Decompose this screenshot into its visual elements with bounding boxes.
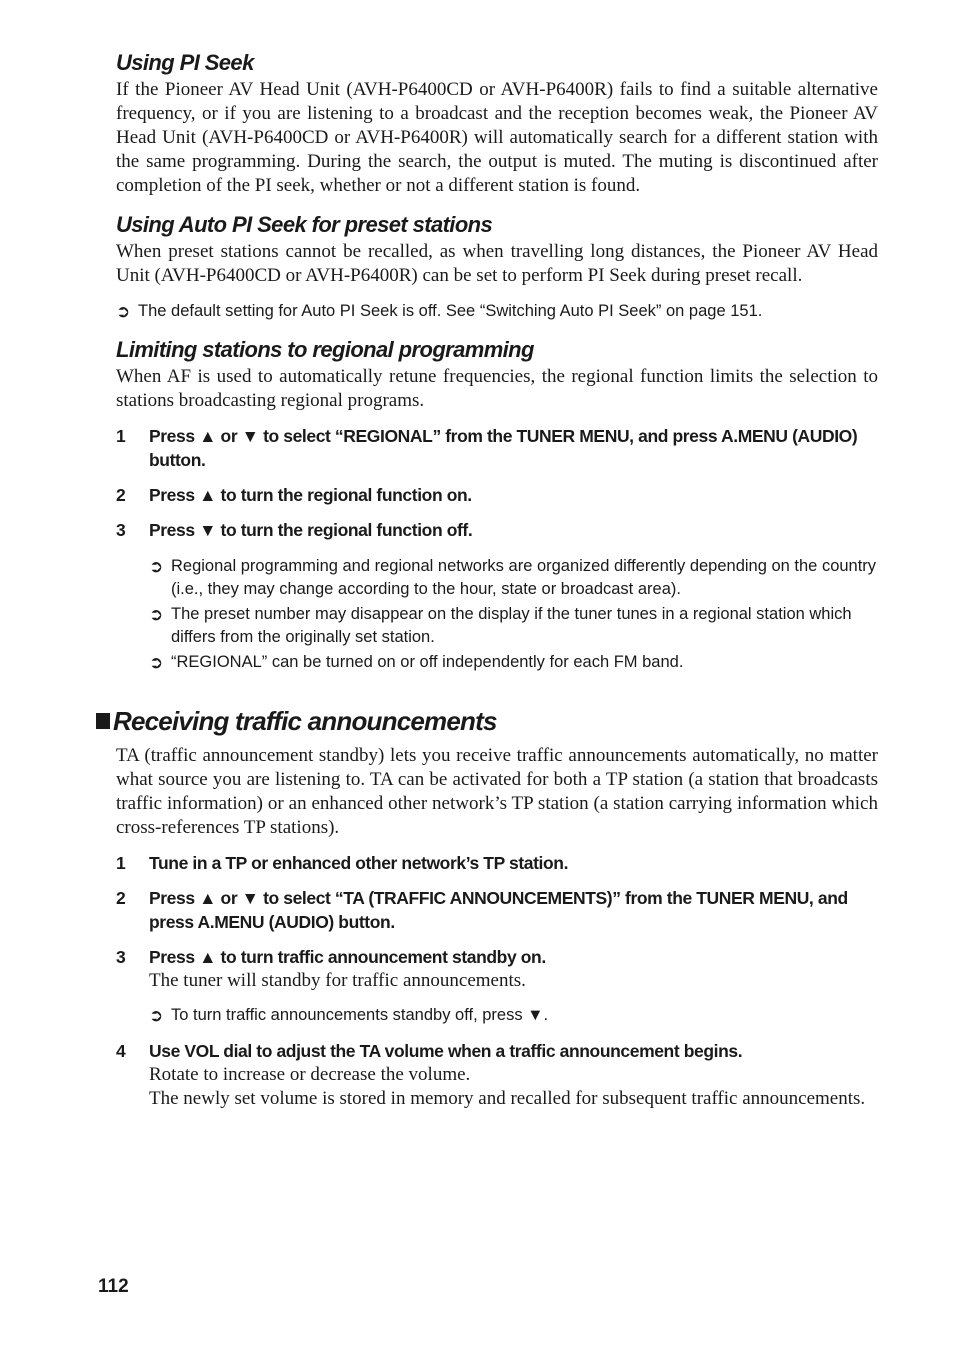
note-text: Regional programming and regional networks are organized differently depending on the country (i.e., they may change according to the hour, state or broadcast area).	[171, 557, 877, 598]
paragraph-auto-pi-seek: When preset stations cannot be recalled, as when travelling long distances, the Pioneer AV Head Unit (AVH-P6400CD or AVH-P6400R) can be set to perform PI Seek during preset recall.	[116, 241, 878, 286]
page-number: 112	[98, 1276, 129, 1297]
step-text: Press ▲ to turn traffic announcement standby on.	[149, 947, 546, 967]
page-content	[113, 48, 878, 1111]
note-regional-1	[149, 555, 878, 601]
note-arrow-icon: ➲	[116, 302, 131, 321]
step-traffic-4-desc-1: Rotate to increase or decrease the volume.	[149, 1064, 471, 1085]
step-traffic-2	[116, 886, 878, 934]
step-traffic-4-desc-2: The newly set volume is stored in memory and recalled for subsequent traffic announcements.	[149, 1088, 866, 1109]
step-regional-2	[116, 483, 878, 507]
step-text: Use VOL dial to adjust the TA volume when a traffic announcement begins.	[149, 1041, 743, 1061]
regional-notes	[116, 555, 878, 674]
step-text: Tune in a TP or enhanced other network’s TP station.	[149, 853, 569, 873]
heading-traffic-text: Receiving traffic announcements	[113, 706, 497, 736]
step-traffic-1	[116, 851, 878, 875]
note-arrow-icon: ➲	[149, 605, 164, 624]
note-auto-pi-seek	[116, 300, 878, 323]
traffic-note-wrap	[116, 1004, 878, 1027]
paragraph-traffic: TA (traffic announcement standby) lets you receive traffic announcements automatically, no matter what source you are listening to. TA can be activated for both a TP station (a station that broadcasts traffic information) or an enhanced other network’s TP station (a station carrying information which cross-references TP stations).	[116, 745, 878, 838]
step-traffic-3	[116, 945, 878, 969]
step-text: Press ▲ or ▼ to select “TA (TRAFFIC ANNOUNCEMENTS)” from the TUNER MENU, and press A.MENU (AUDIO) button.	[149, 888, 848, 932]
step-number: 3	[116, 520, 126, 540]
note-arrow-icon: ➲	[149, 1006, 164, 1025]
step-number: 2	[116, 888, 126, 908]
step-number: 3	[116, 947, 126, 967]
note-traffic	[149, 1004, 878, 1027]
step-regional-1	[116, 424, 878, 472]
heading-auto-pi-seek: Using Auto PI Seek for preset stations	[116, 212, 493, 237]
section-square-icon	[96, 713, 110, 729]
paragraph-regional: When AF is used to automatically retune frequencies, the regional function limits the selection to stations broadcasting regional programs.	[116, 366, 878, 411]
step-number: 2	[116, 485, 126, 505]
heading-regional: Limiting stations to regional programming	[116, 337, 534, 362]
step-text: Press ▼ to turn the regional function off.	[149, 520, 473, 540]
heading-traffic	[96, 704, 858, 738]
step-text: Press ▲ or ▼ to select “REGIONAL” from the TUNER MENU, and press A.MENU (AUDIO) button.	[149, 426, 858, 470]
step-traffic-3-desc: The tuner will standby for traffic announcements.	[149, 970, 526, 991]
note-text: The default setting for Auto PI Seek is off. See “Switching Auto PI Seek” on page 151.	[138, 302, 763, 320]
note-regional-2	[149, 603, 878, 649]
note-arrow-icon: ➲	[149, 557, 164, 576]
step-number: 4	[116, 1041, 126, 1061]
note-text: To turn traffic announcements standby off, press ▼.	[171, 1006, 549, 1024]
paragraph-pi-seek: If the Pioneer AV Head Unit (AVH-P6400CD or AVH-P6400R) fails to find a suitable alternative frequency, or if you are listening to a broadcast and the reception becomes weak, the Pioneer AV Head Unit (AVH-P6400CD or AVH-P6400R) will automatically search for a different station with the same programming. During the search, the output is muted. The muting is discontinued after completion of the PI seek, whether or not a different station is found.	[116, 79, 878, 196]
step-regional-3	[116, 518, 878, 542]
note-text: The preset number may disappear on the display if the tuner tunes in a regional station which differs from the originally set station.	[171, 605, 852, 646]
step-number: 1	[116, 853, 126, 873]
note-regional-3	[149, 651, 878, 674]
step-text: Press ▲ to turn the regional function on.	[149, 485, 472, 505]
note-text: “REGIONAL” can be turned on or off independently for each FM band.	[171, 653, 684, 671]
heading-pi-seek: Using PI Seek	[116, 50, 254, 75]
note-arrow-icon: ➲	[149, 653, 164, 672]
step-traffic-4	[116, 1039, 878, 1063]
step-number: 1	[116, 426, 126, 446]
